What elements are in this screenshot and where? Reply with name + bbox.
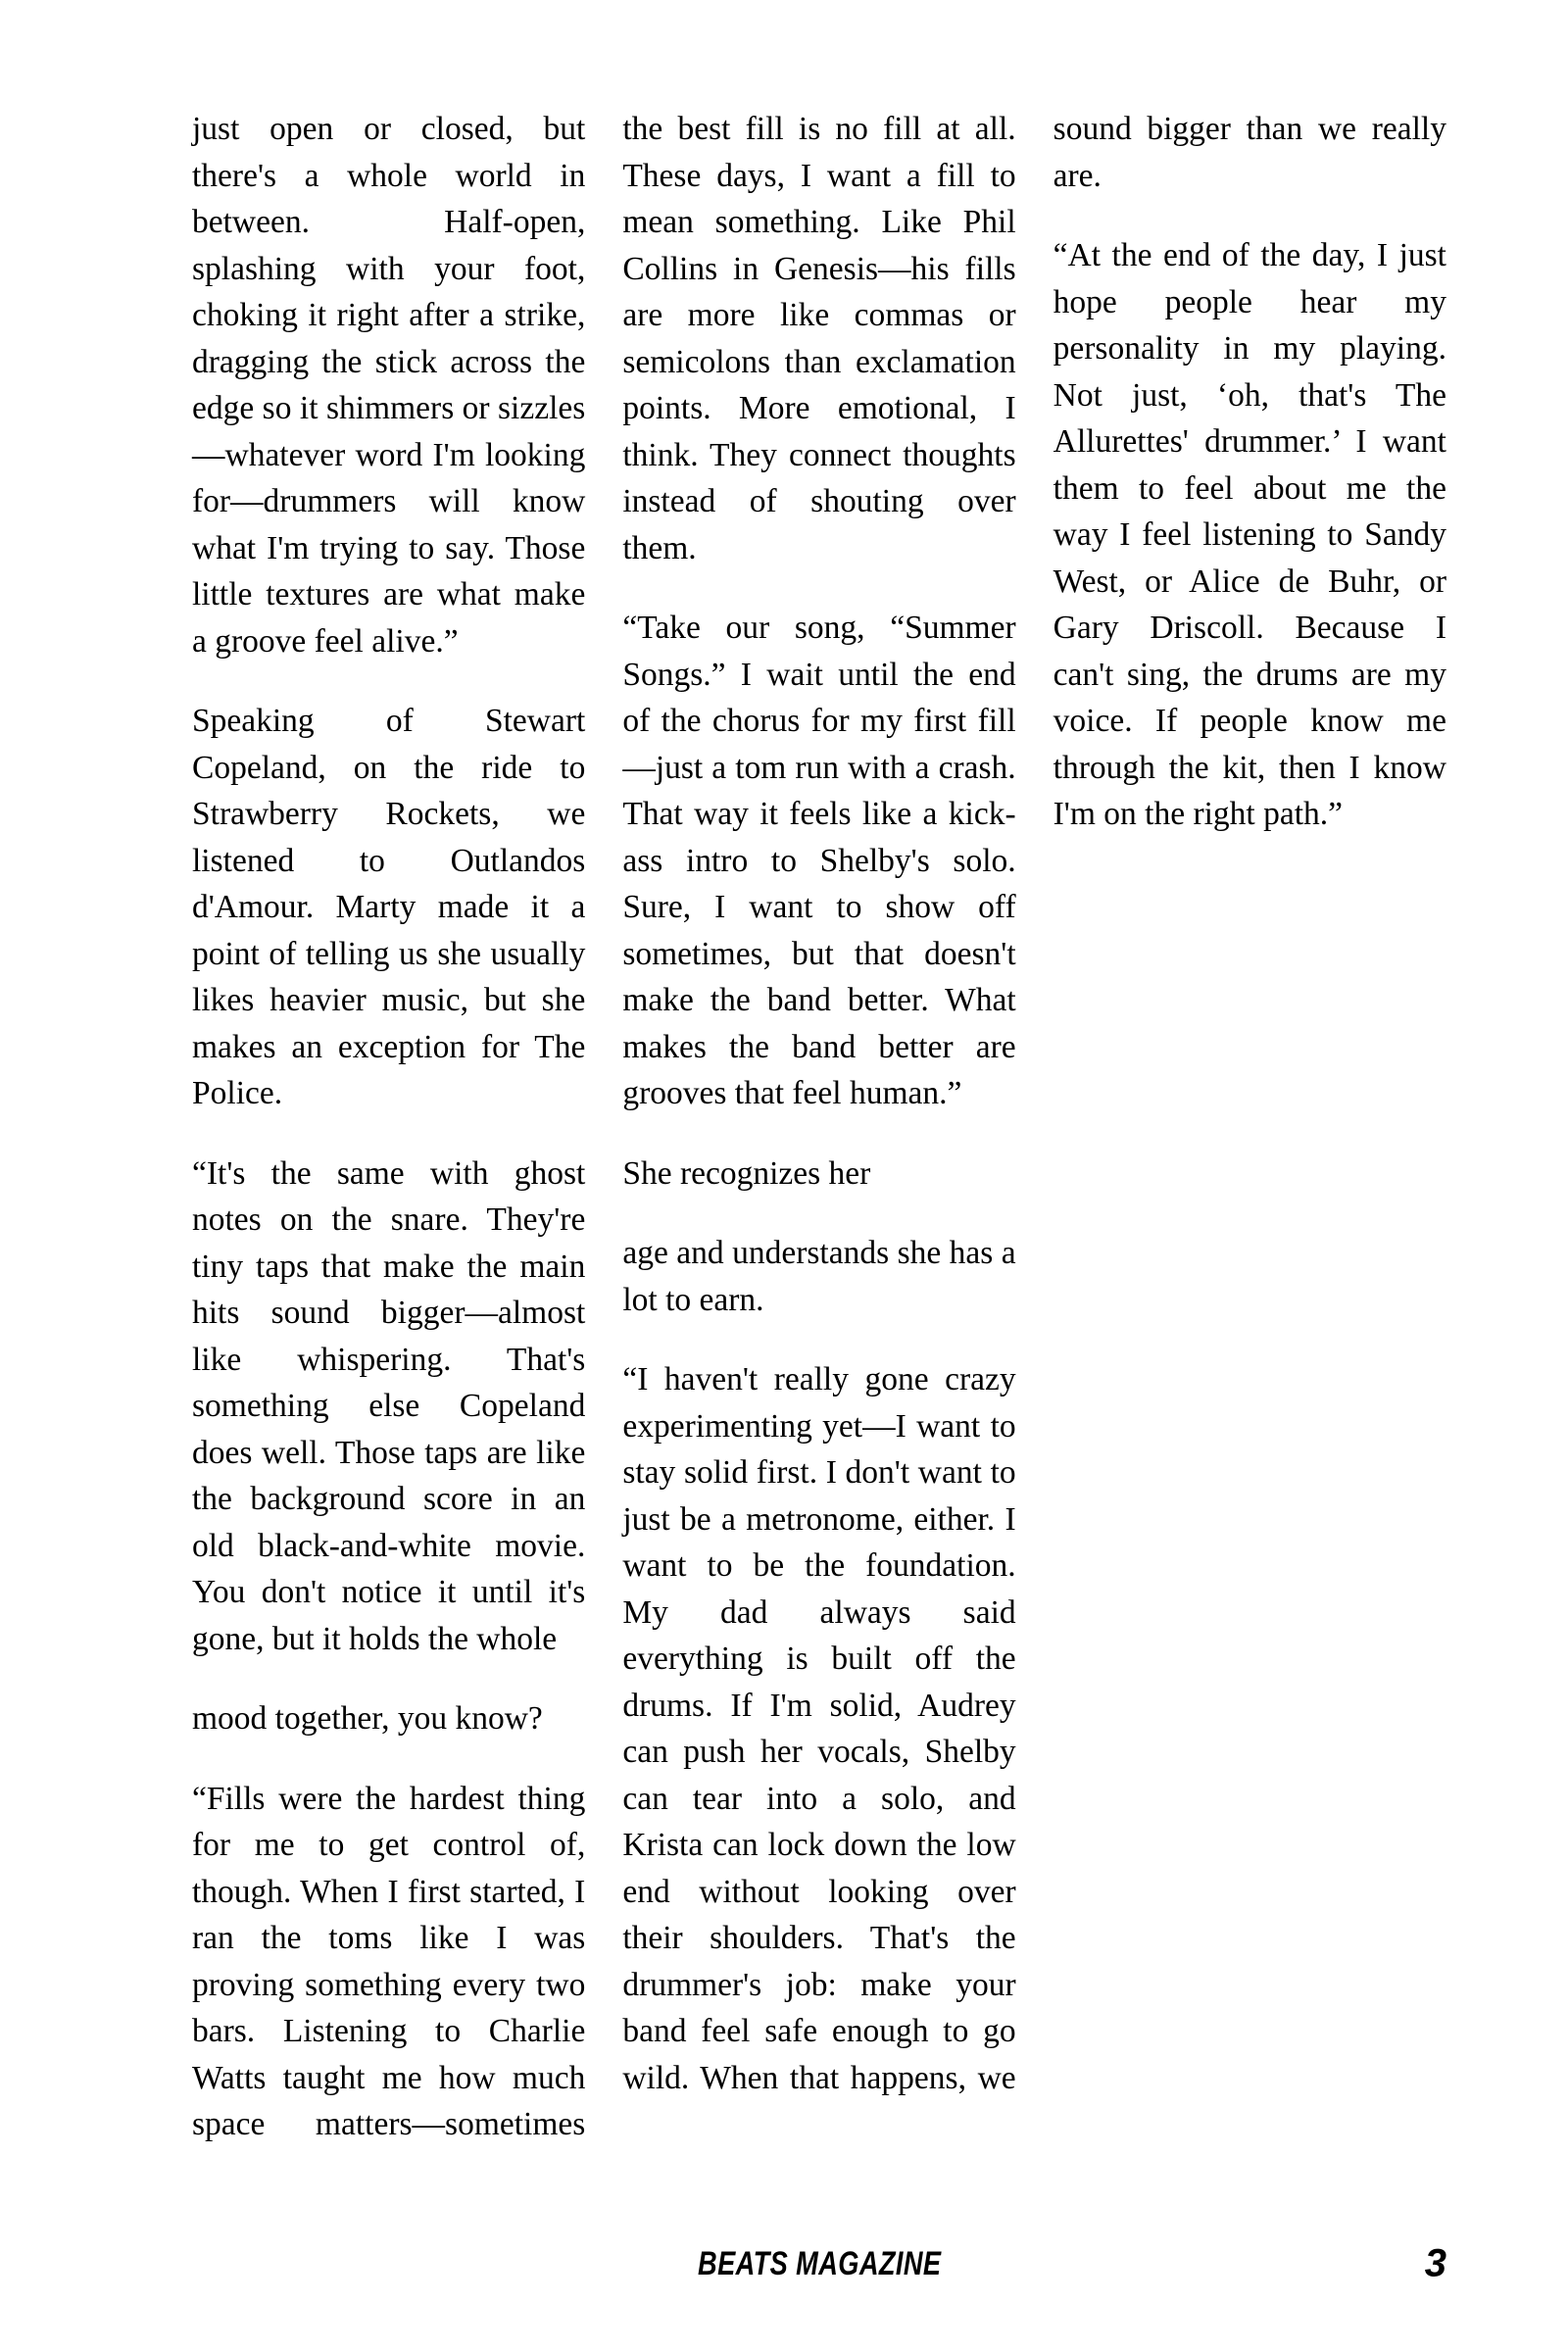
paragraph: mood together, you know?	[192, 1700, 543, 1737]
paragraph: “At the end of the day, I just hope people hear my personality in my playing. Not just, ‘oh, that's The Allurettes' drummer.’ I want them to feel about me the way I feel listening to Sandy West, or Alice de Buhr, or Gary Driscoll. Because I can't sing, the drums are my voice. If people know me through the kit, then I know I'm on the right path.”	[1053, 237, 1446, 832]
paragraph: age and understands she has a lot to earn.	[622, 1235, 1016, 1318]
paragraph: “It's the same with ghost notes on the snare. They're tiny taps that make the main hits sound bigger—almost like whispering. That's something else Copeland does well. Those taps are like the background score in an old black-and-white movie. You don't notice it until it's gone, but it holds the whole	[192, 1154, 586, 1657]
paragraph: Speaking of Stewart Copeland, on the ride to Strawberry Rockets, we listened to Outlandos d'Amour. Marty made it a point of telling us she usually likes heavier music, but she makes an exception for The Police.	[192, 703, 586, 1111]
paragraph: just open or closed, but there's a whole world in between. Half-open, splashing with your foot, choking it right after a strike, dragging the stick across the edge so it shimmers or sizzles—whatever word I'm looking for—drummers will know what I'm trying to say. Those little textures are what make a groove feel alive.”	[192, 111, 586, 660]
paragraph: “Take our song, “Summer Songs.” I wait until the end of the chorus for my first fill—just a tom run with a crash. That way it feels like a kick-ass intro to Shelby's solo. Sure, I want to show off sometimes, but that doesn't make the band better. What makes the band better are grooves that feel human.”	[622, 610, 1016, 1111]
paragraph: “I haven't really gone crazy experimenting yet—I want to stay solid first. I don't want to just be a metronome, either. I want to be the foundation. My dad always said everything is built off the drums. If I'm solid, Audrey can push her vocals, Shelby can tear into a solo, and Krista can lock down the low end without looking over their shoulders. That's the drummer's job: make your band feel safe enough to go wild. When that happens, we sound bigger than we really are.	[622, 111, 1446, 2096]
paragraph: “Fills were the hardest thing for me to get control of, though. When I first started, I ran the toms like I was proving something every two bars. Listening to Charlie Watts taught me how much space matters—sometimes the best fill is no fill at all. These days, I want a fill to mean something. Like Phil Collins in Genesis—his fills are more like commas or semicolons than exclamation points. More emotional, I think. They connect thoughts instead of shouting over them.	[192, 111, 1016, 2142]
paragraph: She recognizes her	[622, 1154, 871, 1192]
footer-magazine-title: BEATS MAGAZINE	[697, 2244, 942, 2282]
page-footer	[192, 2234, 1446, 2293]
page-number: 3	[1424, 2241, 1446, 2285]
article-columns	[192, 106, 1446, 2164]
